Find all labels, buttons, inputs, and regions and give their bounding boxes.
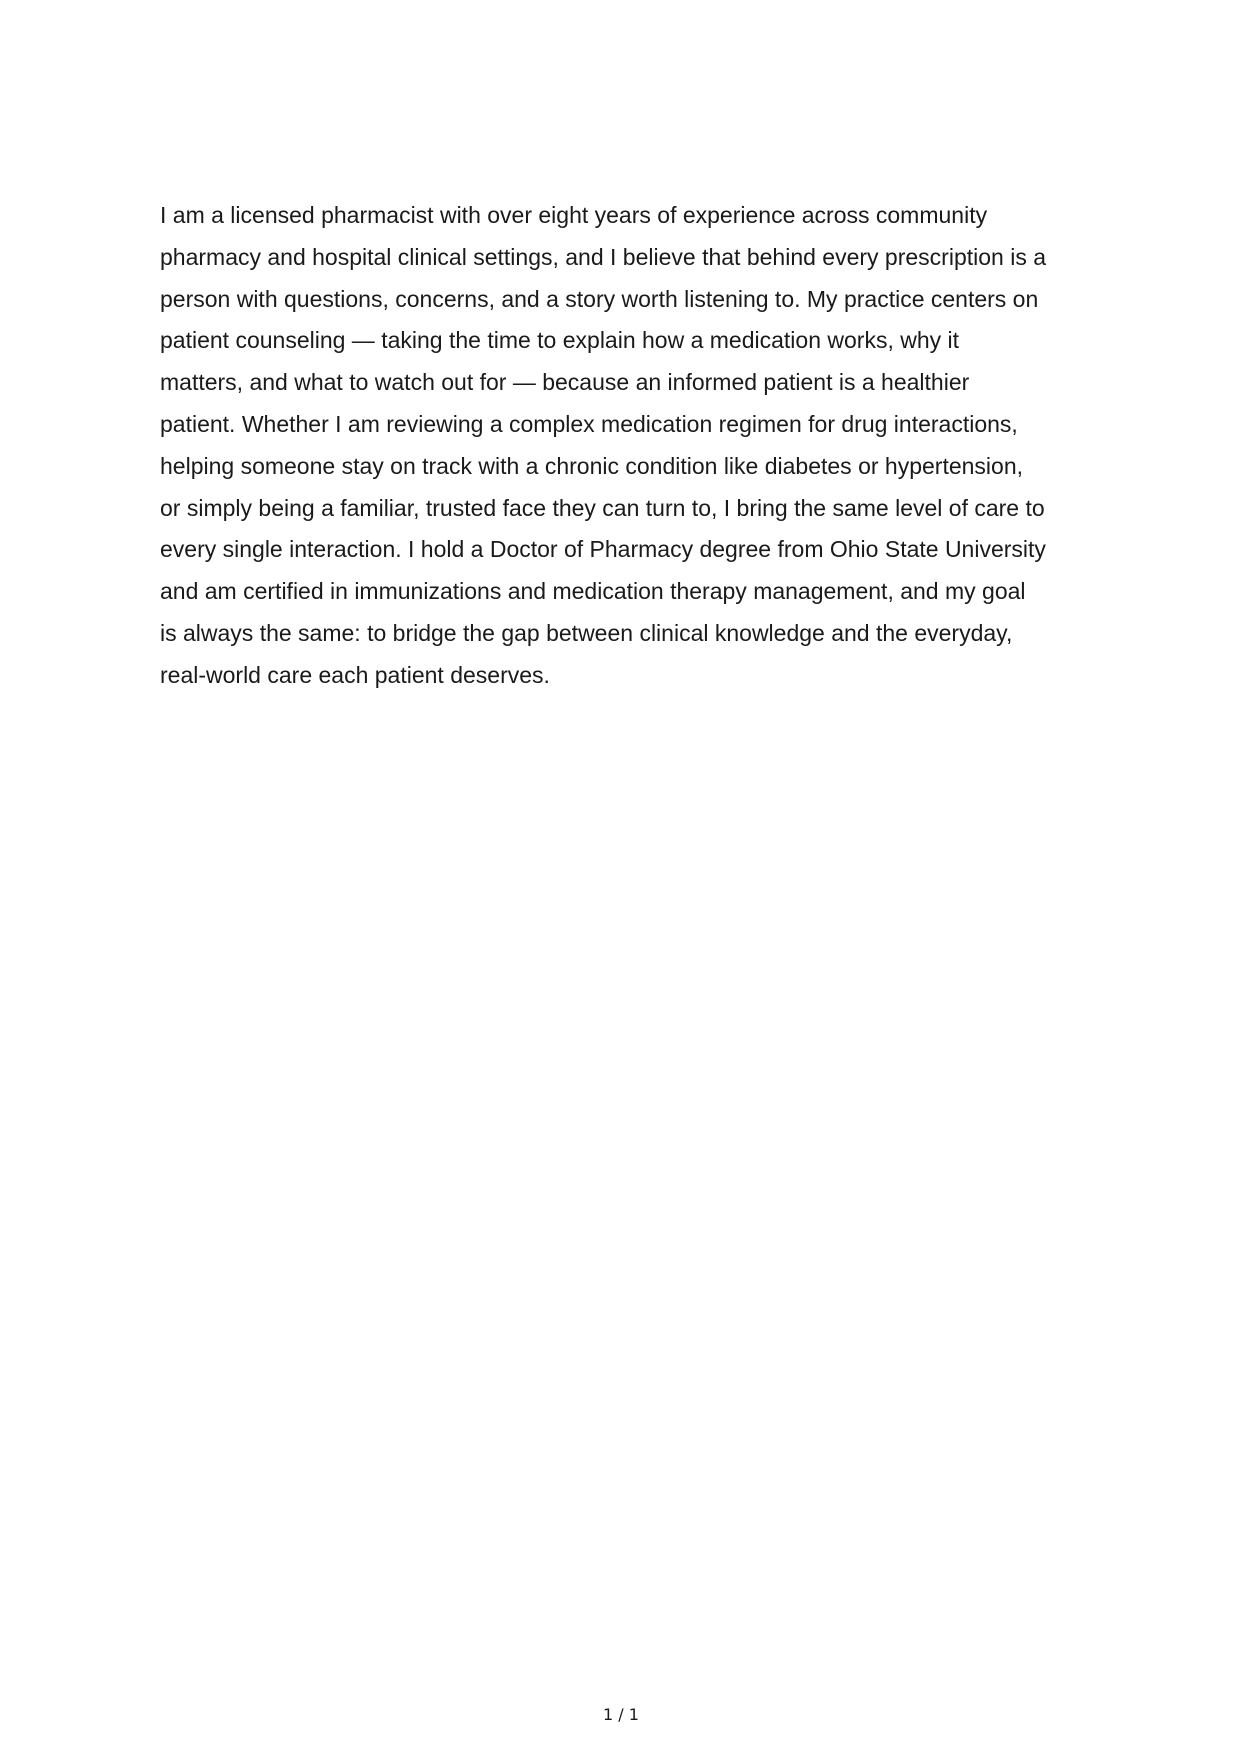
paragraph-line: and am certified in immunizations and medication therapy management, and my goal [160,578,1026,605]
paragraph-line: every single interaction. I hold a Doctor of Pharmacy degree from Ohio State University [160,536,1046,563]
paragraph-line: person with questions, concerns, and a story worth listening to. My practice centers on [160,285,1039,312]
paragraph-line: is always the same: to bridge the gap between clinical knowledge and the everyday, [160,619,1013,646]
paragraph-line: real-world care each patient deserves. [160,661,550,688]
body-paragraph [160,195,1095,697]
paragraph-line: helping someone stay on track with a chronic condition like diabetes or hypertension, [160,452,1023,479]
paragraph-line: patient counseling — taking the time to explain how a medication works, why it [160,327,960,354]
paragraph-line: patient. Whether I am reviewing a complex medication regimen for drug interactions, [160,410,1018,437]
paragraph-line: pharmacy and hospital clinical settings, and I believe that behind every prescription is a [160,243,1046,270]
page-number: 1 / 1 [603,1705,639,1724]
paragraph-line: matters, and what to watch out for — because an informed patient is a healthier [160,369,970,396]
paragraph-line: I am a licensed pharmacist with over eight years of experience across community [160,202,988,228]
paragraph-line: or simply being a familiar, trusted face they can turn to, I bring the same level of care to [160,494,1045,521]
